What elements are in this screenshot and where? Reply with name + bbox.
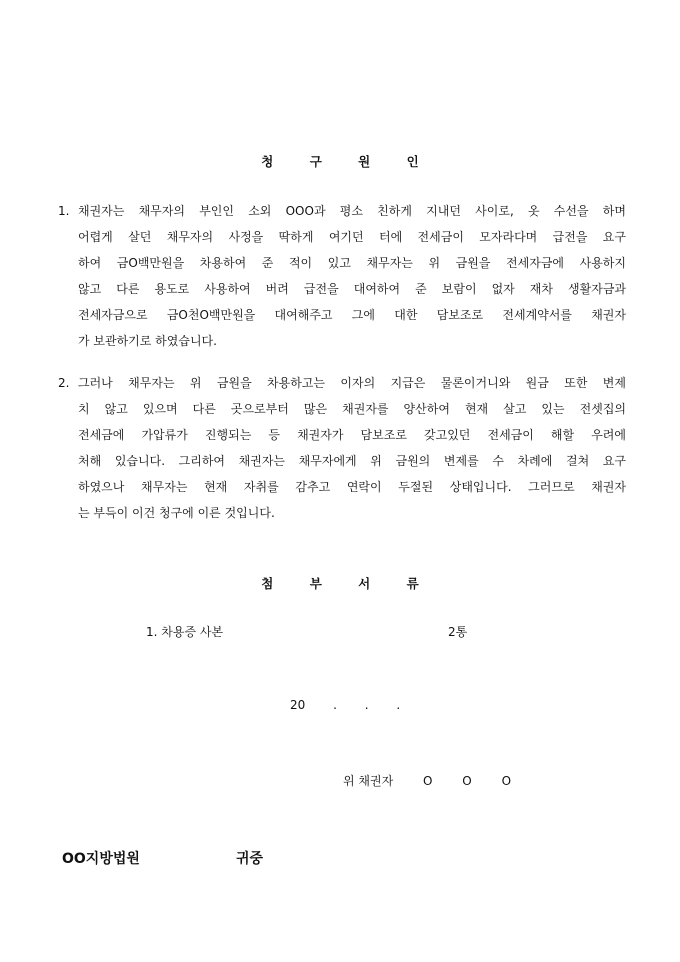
section-title-attachments <box>0 574 680 592</box>
signer-mark: O <box>462 774 472 788</box>
paragraph-line: 전세금에 가압류가 진행되는 등 채권자가 담보조로 갖고있던 전세금이 해할 우려에 <box>78 428 626 442</box>
title-char: 부 <box>309 576 322 591</box>
signer-line <box>343 772 511 789</box>
paragraph-line: 않고 다른 용도로 사용하여 버려 급전을 대여하여 준 보람이 없자 재차 생활자금과 <box>78 282 626 296</box>
date-year: 20 <box>290 698 306 712</box>
paragraph-line: 그러나 채무자는 위 금원을 차용하고는 이자의 지급은 물론이거니와 원금 또한 변제 <box>78 376 626 390</box>
date-dot: . <box>364 698 369 712</box>
court-name: OO지방법원 <box>62 851 140 867</box>
paragraph-line: 는 부득이 이건 청구에 이른 것입니다. <box>78 506 275 520</box>
paragraph-line: 전세자금으로 금O천O백만원을 대여해주고 그에 대한 담보조로 전세계약서를 채권자 <box>78 308 626 322</box>
title-char: 서 <box>358 576 371 591</box>
paragraph-line: 어렵게 살던 채무자의 사정을 딱하게 여기던 터에 전세금이 모자라다며 급전을 요구 <box>78 230 626 244</box>
section-title-claim-cause <box>0 152 680 170</box>
signer-label: 위 채권자 <box>343 774 394 788</box>
paragraph-line: 치 않고 있으며 다른 곳으로부터 많은 채권자를 양산하여 현재 살고 있는 전셋집의 <box>78 402 626 416</box>
attachment-count: 2통 <box>448 625 468 639</box>
date-dot: . <box>333 698 337 712</box>
paragraph-line: 채권자는 채무자의 부인인 소외 OOO과 평소 친하게 지내던 사이로, 옷 수선을 하며 <box>78 204 626 218</box>
title-char: 류 <box>406 576 419 591</box>
title-char: 원 <box>358 154 371 169</box>
signer-mark: O <box>423 774 433 788</box>
paragraph-line: 가 보관하기로 하였습니다. <box>78 334 217 348</box>
date-line <box>290 698 424 712</box>
paragraph-number: 1. <box>58 204 70 218</box>
title-char: 인 <box>406 154 419 169</box>
paragraph-number: 2. <box>58 376 70 390</box>
title-char: 청 <box>261 154 274 169</box>
paragraph-line: 하였으나 채무자는 현재 자취를 감추고 연락이 두절된 상태입니다. 그러므로 채권자 <box>78 480 626 494</box>
signer-mark: O <box>501 774 512 788</box>
paragraph-2 <box>58 370 626 526</box>
title-char: 구 <box>309 154 322 169</box>
paragraph-1 <box>58 198 626 354</box>
paragraph-line: 하여 금O백만원을 차용하여 준 적이 있고 채무자는 위 금원을 전세자금에 사용하지 <box>78 256 626 270</box>
date-dot: . <box>396 698 401 712</box>
paragraph-line: 처해 있습니다. 그리하여 채권자는 채무자에게 위 금원의 변제를 수 차례에 걸쳐 요구 <box>78 454 626 468</box>
title-char: 첨 <box>261 576 274 591</box>
court-honorific: 귀중 <box>236 851 264 867</box>
attachment-item: 1. 차용증 사본 <box>146 625 224 639</box>
